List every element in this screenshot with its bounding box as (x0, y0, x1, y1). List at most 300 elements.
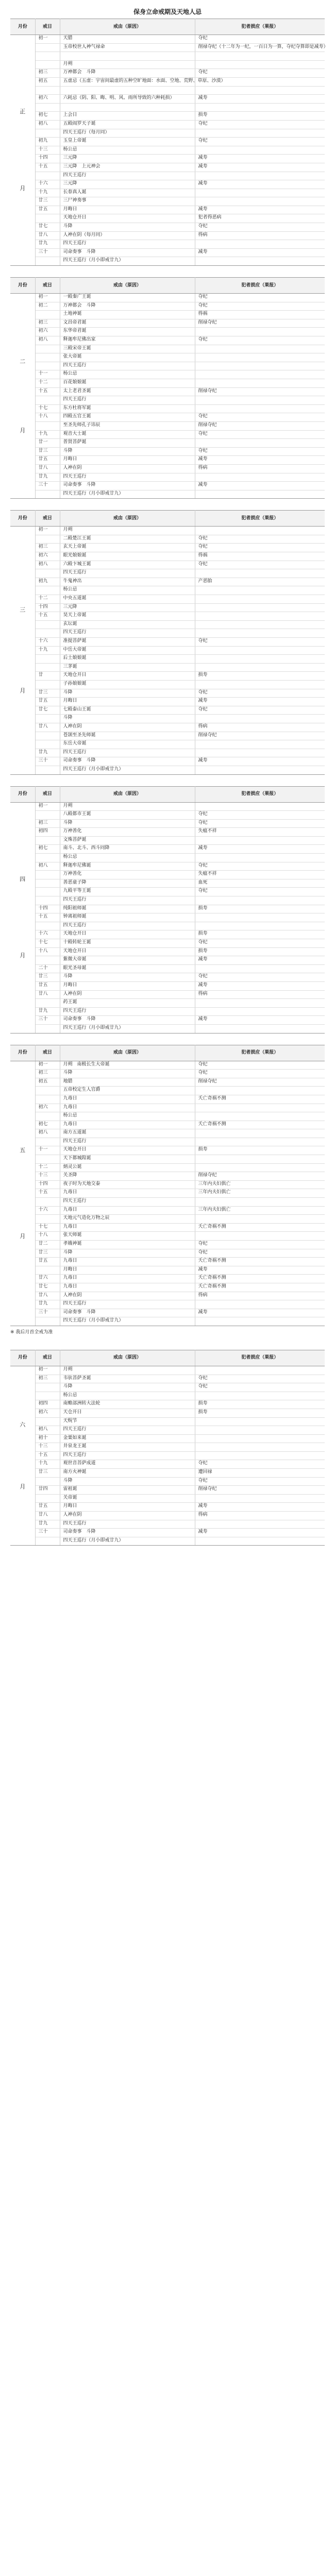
table-row (10, 1283, 325, 1292)
table-row (10, 888, 325, 896)
event-cell: 东岳大帝诞 (60, 740, 195, 749)
event-cell: 月晦日 (60, 981, 195, 990)
event-cell: 土地神诞 (60, 311, 195, 319)
table-row (10, 1477, 325, 1486)
table-row (10, 896, 325, 905)
day-cell: 十五 (35, 913, 60, 922)
table-row (10, 77, 325, 86)
table-row (10, 939, 325, 948)
event-cell: 万神都会 斗降 (60, 302, 195, 311)
note-cell: 减寿 (195, 163, 325, 172)
day-cell: 廿八 (35, 723, 60, 732)
note-cell: 夺纪 (195, 1383, 325, 1392)
note-cell (195, 396, 325, 405)
day-cell: 十四 (35, 603, 60, 612)
table-row (10, 138, 325, 146)
note-cell (195, 490, 325, 499)
day-cell: 十六 (35, 638, 60, 647)
day-cell: 十三 (35, 1172, 60, 1181)
table-row (10, 1366, 325, 1375)
note-cell (195, 60, 325, 69)
month-label-char: 月 (20, 952, 26, 959)
note-cell: 夺纪 (195, 1241, 325, 1249)
table-row (10, 990, 325, 999)
note-cell (195, 655, 325, 664)
day-cell: 廿五 (35, 456, 60, 465)
table-row (10, 1180, 325, 1189)
event-cell: 九毒日 (60, 1258, 195, 1266)
table-gap (0, 499, 335, 510)
table-row (10, 197, 325, 206)
event-cell: 普贤菩萨诞 (60, 439, 195, 448)
table-row (10, 723, 325, 732)
day-cell: 十四 (35, 905, 60, 913)
note-cell: 损寿 (195, 112, 325, 121)
event-cell: 三元降 (60, 180, 195, 189)
month-label-char: 月 (20, 184, 26, 192)
day-cell (35, 1417, 60, 1426)
month-label (10, 802, 35, 1033)
note-cell: 夺纪 (195, 138, 325, 146)
note-cell (195, 439, 325, 448)
note-cell (195, 1300, 325, 1309)
table-header-row (10, 19, 325, 35)
event-cell: 韦驮菩萨圣诞 (60, 1375, 195, 1383)
event-cell: 四天王巡行（月小即戒廿九） (60, 257, 195, 266)
day-cell: 十八 (35, 413, 60, 422)
table-row (10, 1443, 325, 1452)
table-row (10, 1266, 325, 1275)
day-cell: 三十 (35, 1309, 60, 1317)
day-cell: 十四 (35, 155, 60, 163)
event-cell: 八殿都市王诞 (60, 811, 195, 820)
event-cell: 三元降 (60, 155, 195, 163)
table-row (10, 655, 325, 664)
day-cell: 廿八 (35, 1512, 60, 1520)
event-cell: 昊天上帝诞 (60, 612, 195, 621)
page-title: 保身立命戒期及天地人忌 (133, 8, 202, 15)
month-label (10, 1366, 35, 1545)
day-cell: 十五 (35, 1451, 60, 1460)
day-cell: 初六 (35, 328, 60, 336)
note-cell (195, 802, 325, 811)
day-cell (35, 257, 60, 266)
header-day: 戒日 (35, 278, 60, 294)
event-cell: 万神都会 斗降 (60, 69, 195, 78)
table-row (10, 129, 325, 138)
table-row (10, 1537, 325, 1546)
event-cell: 四天王巡行 (60, 896, 195, 905)
table-row (10, 430, 325, 439)
event-cell: 张大帝诞 (60, 353, 195, 362)
table-row (10, 569, 325, 578)
day-cell: 初五 (35, 1078, 60, 1087)
table-row (10, 155, 325, 163)
event-cell: 三元降 上元神会 (60, 163, 195, 172)
day-cell (35, 172, 60, 180)
day-cell: 初一 (35, 35, 60, 44)
table-row (10, 311, 325, 319)
day-cell (35, 620, 60, 629)
day-cell: 廿二 (35, 1241, 60, 1249)
header-event: 戒由（原因） (60, 1045, 195, 1061)
event-cell: 太上老君圣诞 (60, 387, 195, 396)
event-cell: 九殿平等王诞 (60, 888, 195, 896)
note-cell: 损寿 (195, 947, 325, 956)
note-cell: 夺纪 (195, 939, 325, 948)
table-row (10, 1400, 325, 1409)
event-cell: 六殿卞城王诞 (60, 561, 195, 569)
table-row (10, 396, 325, 405)
table-row (10, 1503, 325, 1512)
day-cell: 廿七 (35, 706, 60, 715)
event-cell: 二殿楚江王诞 (60, 535, 195, 544)
note-cell (195, 240, 325, 249)
table-row (10, 120, 325, 129)
table-row (10, 336, 325, 345)
table-row (10, 740, 325, 749)
table-header-row (10, 511, 325, 527)
note-cell: 得祸 (195, 311, 325, 319)
note-cell: 削禄夺纪 (195, 421, 325, 430)
event-cell: 月朔 (60, 802, 195, 811)
note-cell (195, 663, 325, 672)
month-label-char: 月 (20, 1232, 26, 1240)
note-cell: 减寿 (195, 206, 325, 214)
note-cell: 遭回禄 (195, 1469, 325, 1478)
event-cell: 天下都城隍诞 (60, 1155, 195, 1164)
note-cell: 夺纪 (195, 69, 325, 78)
event-cell: 炳灵公诞 (60, 1163, 195, 1172)
event-cell: 四殿五官王诞 (60, 413, 195, 422)
table-row (10, 112, 325, 121)
table-row (10, 146, 325, 155)
table-row (10, 1512, 325, 1520)
header-event: 戒由（原因） (60, 786, 195, 802)
note-cell: 夺纪 (195, 294, 325, 302)
day-cell (35, 52, 60, 61)
table-row (10, 732, 325, 740)
day-cell: 廿九 (35, 1520, 60, 1529)
day-cell (35, 663, 60, 672)
event-cell: 四天王巡行 (60, 1007, 195, 1016)
note-cell: 夺纪 (195, 973, 325, 982)
month-label (10, 35, 35, 266)
note-cell (195, 379, 325, 387)
header-note: 犯者损应（果报） (195, 278, 325, 294)
day-cell: 初八 (35, 1426, 60, 1435)
table-row (10, 535, 325, 544)
table-row (10, 231, 325, 240)
event-cell: 斗降 (60, 1383, 195, 1392)
day-cell (35, 1155, 60, 1164)
note-cell: 减寿 (195, 1309, 325, 1317)
table-row (10, 698, 325, 706)
event-cell: 玉帝校世人神气禄命 (60, 43, 195, 52)
table-row (10, 586, 325, 595)
note-cell: 犯者得恶病 (195, 214, 325, 223)
event-cell: 文殊菩萨诞 (60, 836, 195, 845)
event-cell: 善恶童子降 (60, 879, 195, 888)
note-cell (195, 1494, 325, 1503)
event-cell: 四天王巡行 (60, 396, 195, 405)
day-cell: 廿一 (35, 439, 60, 448)
event-cell: 眼光娘娘诞 (60, 552, 195, 561)
note-cell: 夺纪 (195, 1070, 325, 1078)
event-cell: 人神在阴 (60, 990, 195, 999)
table-row (10, 1206, 325, 1215)
header-note: 犯者损应（果报） (195, 19, 325, 35)
note-cell: 削禄夺纪 (195, 319, 325, 328)
day-cell (35, 214, 60, 223)
table-row (10, 1317, 325, 1326)
table-row (10, 345, 325, 353)
header-event: 戒由（原因） (60, 278, 195, 294)
day-cell (35, 766, 60, 774)
note-cell (195, 836, 325, 845)
table-row (10, 680, 325, 689)
table-row (10, 387, 325, 396)
day-cell: 廿三 (35, 689, 60, 698)
day-cell (35, 680, 60, 689)
event-cell (60, 103, 195, 112)
day-cell: 初七 (35, 112, 60, 121)
event-cell: 释迦牟尼佛出家 (60, 336, 195, 345)
day-cell (35, 854, 60, 862)
event-cell: 杨公忌 (60, 146, 195, 155)
day-cell: 初七 (35, 845, 60, 854)
event-cell: 九毒日 (60, 1275, 195, 1283)
table-row (10, 672, 325, 681)
event-cell: 杨公忌 (60, 586, 195, 595)
day-cell (35, 421, 60, 430)
note-cell: 夺纪 (195, 638, 325, 647)
event-cell: 长春真人诞 (60, 189, 195, 197)
table-row (10, 240, 325, 249)
event-cell: 月晦日 (60, 456, 195, 465)
day-cell: 初二 (35, 302, 60, 311)
table-row (10, 646, 325, 655)
event-cell: 九毒日 (60, 1189, 195, 1198)
event-cell: 孝娥神诞 (60, 1241, 195, 1249)
note-cell (195, 1232, 325, 1241)
note-cell: 夺纪 (195, 1249, 325, 1258)
day-cell (35, 43, 60, 52)
event-cell: 司命奏事 斗降 (60, 1529, 195, 1537)
day-cell: 廿九 (35, 473, 60, 482)
table-row (10, 1138, 325, 1146)
table-row (10, 447, 325, 456)
table-row (10, 439, 325, 448)
note-cell (195, 1129, 325, 1138)
day-cell (35, 1477, 60, 1486)
event-cell: 五虚忌（五虚：宇宙间最虚的五种空旷地面：水面、空地、荒野、草原、沙漠） (60, 77, 195, 86)
event-cell: 南方火神诞 (60, 1469, 195, 1478)
day-cell: 廿九 (35, 240, 60, 249)
event-cell: 月朔 (60, 1366, 195, 1375)
table-row (10, 854, 325, 862)
table-header-row (10, 786, 325, 802)
table-gap (0, 1033, 335, 1045)
note-cell (195, 353, 325, 362)
table-gap (0, 1338, 335, 1350)
day-cell: 初六 (35, 552, 60, 561)
note-cell (195, 527, 325, 535)
header-day: 戒日 (35, 786, 60, 802)
table-row (10, 595, 325, 604)
day-cell: 廿七 (35, 223, 60, 232)
table-row (10, 1520, 325, 1529)
table-row (10, 43, 325, 52)
note-cell: 夺纪 (195, 336, 325, 345)
day-cell: 初七 (35, 1121, 60, 1129)
table-row (10, 257, 325, 266)
table-row (10, 1016, 325, 1025)
note-cell (195, 52, 325, 61)
table-row (10, 60, 325, 69)
note-cell: 夭亡奇祸不测 (195, 1258, 325, 1266)
event-cell: 玉皇上帝诞 (60, 138, 195, 146)
header-day: 戒日 (35, 19, 60, 35)
event-cell: 井泉龙王诞 (60, 1443, 195, 1452)
day-cell: 廿八 (35, 464, 60, 473)
note-cell: 得祸 (195, 552, 325, 561)
table-row (10, 1241, 325, 1249)
event-cell: 三茅诞 (60, 663, 195, 672)
event-cell: 九毒日 (60, 1104, 195, 1112)
table-row (10, 561, 325, 569)
note-cell: 减寿 (195, 155, 325, 163)
event-cell: 四天王巡行 (60, 629, 195, 638)
table-row (10, 1172, 325, 1181)
note-cell: 失瘟不祥 (195, 871, 325, 879)
note-cell: 夺纪 (195, 430, 325, 439)
note-cell: 夺纪 (195, 223, 325, 232)
event-cell: 月朔 南极长生大帝诞 (60, 1061, 195, 1070)
table-gap (0, 266, 335, 277)
note-cell: 夺纪 (195, 447, 325, 456)
day-cell: 初一 (35, 1061, 60, 1070)
table-row (10, 527, 325, 535)
event-cell: 紫微大帝诞 (60, 956, 195, 965)
note-cell: 血死 (195, 879, 325, 888)
header-month: 月份 (10, 786, 35, 802)
header-month: 月份 (10, 1045, 35, 1061)
event-cell: 月晦日 (60, 206, 195, 214)
day-cell: 初一 (35, 1366, 60, 1375)
table-row (10, 956, 325, 965)
note-cell: 夺纪 (195, 561, 325, 569)
event-cell: 月朔 (60, 527, 195, 535)
note-cell: 减寿 (195, 1529, 325, 1537)
table-row (10, 1078, 325, 1087)
day-cell: 十六 (35, 180, 60, 189)
day-cell: 初三 (35, 819, 60, 828)
header-day: 戒日 (35, 511, 60, 527)
event-cell: 人神在阴 (60, 464, 195, 473)
note-cell: 减寿 (195, 757, 325, 766)
note-cell (195, 586, 325, 595)
note-cell (195, 1104, 325, 1112)
month-label-char: 月 (20, 427, 26, 434)
note-cell (195, 612, 325, 621)
day-cell: 廿九 (35, 749, 60, 757)
day-cell (35, 535, 60, 544)
table-row (10, 578, 325, 586)
day-cell: 初六 (35, 95, 60, 104)
note-cell (195, 328, 325, 336)
note-cell (195, 922, 325, 930)
table-row (10, 328, 325, 336)
table-row (10, 871, 325, 879)
table-row (10, 706, 325, 715)
note-cell: 夺纪 (195, 35, 325, 44)
day-cell: 廿九 (35, 1007, 60, 1016)
event-cell: 四天王巡行 (60, 749, 195, 757)
note-cell: 夺纪 (195, 302, 325, 311)
month-label (10, 294, 35, 499)
event-cell: 四天王巡行（月小即戒廿九） (60, 1024, 195, 1033)
note-cell (195, 646, 325, 655)
event-cell (60, 86, 195, 95)
event-cell: 七殿泰山王诞 (60, 706, 195, 715)
month-label (10, 1061, 35, 1326)
month-table (10, 510, 325, 774)
day-cell: 廿五 (35, 1503, 60, 1512)
table-row (10, 819, 325, 828)
day-cell: 初三 (35, 1375, 60, 1383)
note-cell (195, 620, 325, 629)
event-cell: 后土娘娘诞 (60, 655, 195, 664)
day-cell: 十九 (35, 189, 60, 197)
event-cell: 天仓开日 (60, 1409, 195, 1417)
day-cell: 十二 (35, 379, 60, 387)
note-cell (195, 569, 325, 578)
day-cell: 廿五 (35, 981, 60, 990)
header-month: 月份 (10, 278, 35, 294)
event-cell: 斗降 (60, 1070, 195, 1078)
event-cell: 玄天上帝诞 (60, 544, 195, 552)
note-cell: 夺纪 (195, 120, 325, 129)
month-label-char: 二 (20, 358, 26, 365)
table-row (10, 749, 325, 757)
note-cell (195, 257, 325, 266)
event-cell: 人神在阴 (60, 1512, 195, 1520)
table-row (10, 1104, 325, 1112)
header-note: 犯者损应（果报） (195, 1350, 325, 1366)
header-month: 月份 (10, 19, 35, 35)
event-cell: 四天王巡行 (60, 1426, 195, 1435)
day-cell: 三十 (35, 1016, 60, 1025)
month-table (10, 1350, 325, 1546)
day-cell: 廿八 (35, 1292, 60, 1300)
event-cell: 五殿阎罗天子诞 (60, 120, 195, 129)
table-row (10, 86, 325, 95)
month-label-char: 六 (20, 1421, 26, 1428)
day-cell: 二十 (35, 964, 60, 973)
event-cell: 天贶节 (60, 1417, 195, 1426)
day-cell: 初三 (35, 544, 60, 552)
table-row (10, 620, 325, 629)
day-cell (35, 1087, 60, 1095)
table-row (10, 1070, 325, 1078)
day-cell: 初一 (35, 527, 60, 535)
month-table (10, 277, 325, 499)
table-row (10, 1494, 325, 1503)
event-cell: 斗降 (60, 689, 195, 698)
event-cell: 雷祖诞 (60, 1486, 195, 1495)
day-cell: 廿八 (35, 990, 60, 999)
